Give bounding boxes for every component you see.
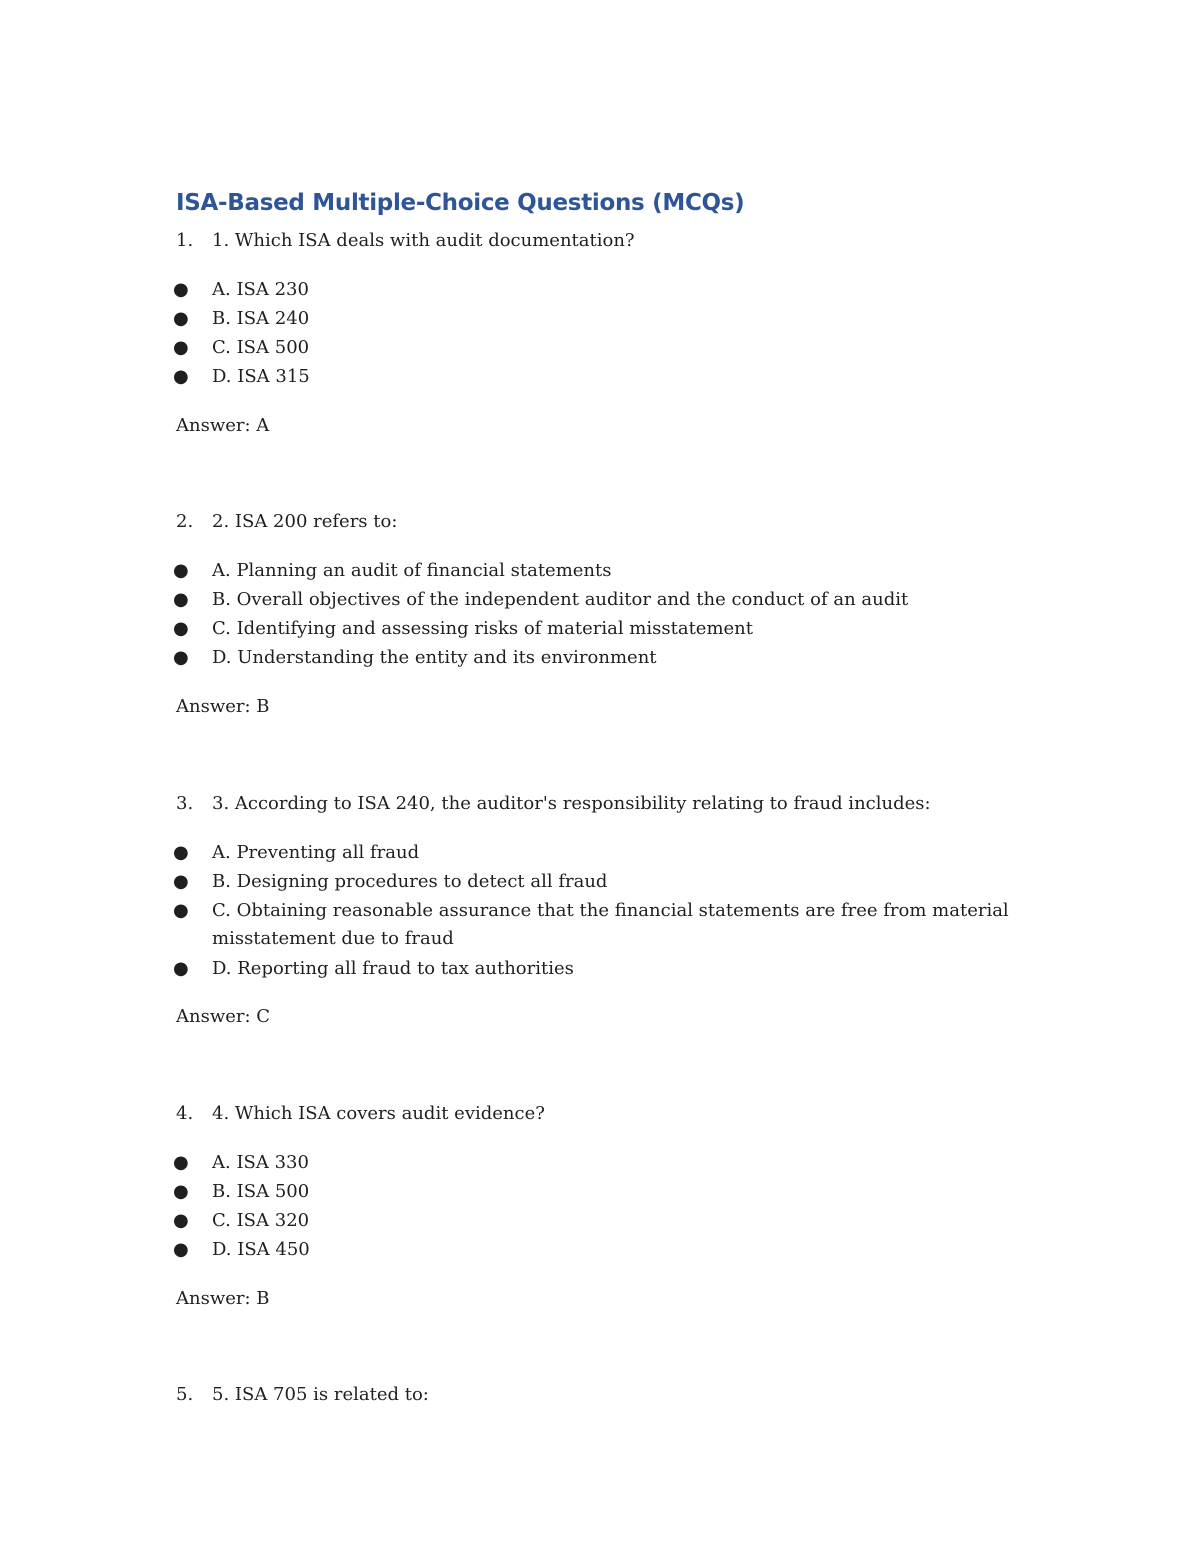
answer-text: Answer: A	[176, 415, 270, 436]
answer-text: Answer: C	[176, 1006, 271, 1027]
bullet-icon: ●	[173, 589, 189, 610]
question-number: 5.	[176, 1384, 194, 1405]
bullet-icon: ●	[173, 871, 189, 892]
option-text: D. Reporting all fraud to tax authorities	[212, 958, 574, 979]
option-text: D. Understanding the entity and its environment	[212, 647, 657, 668]
option-text: B. Designing procedures to detect all fraud	[212, 871, 608, 892]
option-text: B. Overall objectives of the independent auditor and the conduct of an audit	[212, 589, 909, 610]
document-title: ISA-Based Multiple-Choice Questions (MCQs)	[176, 190, 745, 216]
bullet-icon: ●	[173, 560, 189, 581]
question-text: 4. Which ISA covers audit evidence?	[212, 1103, 545, 1124]
option-text: B. ISA 240	[212, 308, 310, 329]
option-text: C. ISA 500	[212, 337, 310, 358]
bullet-icon: ●	[173, 366, 189, 387]
option-text: A. Planning an audit of financial statements	[212, 560, 612, 581]
bullet-icon: ●	[173, 647, 189, 668]
option-text: B. ISA 500	[212, 1181, 310, 1202]
bullet-icon: ●	[173, 842, 189, 863]
option-text: C. ISA 320	[212, 1210, 310, 1231]
question-text: 1. Which ISA deals with audit documentation?	[212, 230, 635, 251]
bullet-icon: ●	[173, 1210, 189, 1231]
option-text: A. Preventing all fraud	[212, 842, 420, 863]
question-number: 2.	[176, 511, 194, 532]
bullet-icon: ●	[173, 1239, 189, 1260]
bullet-icon: ●	[173, 337, 189, 358]
question-number: 1.	[176, 230, 194, 251]
bullet-icon: ●	[173, 308, 189, 329]
option-text: A. ISA 230	[212, 279, 309, 300]
question-text: 2. ISA 200 refers to:	[212, 511, 398, 532]
answer-text: Answer: B	[176, 1288, 270, 1309]
question-number: 4.	[176, 1103, 194, 1124]
option-text: A. ISA 330	[212, 1152, 309, 1173]
option-text: C. Identifying and assessing risks of material misstatement	[212, 618, 754, 639]
question-text: 3. According to ISA 240, the auditor's responsibility relating to fraud includes:	[212, 793, 931, 814]
bullet-icon: ●	[173, 1152, 189, 1173]
bullet-icon: ●	[173, 279, 189, 300]
bullet-icon: ●	[173, 958, 189, 979]
option-text: D. ISA 315	[212, 366, 310, 387]
question-number: 3.	[176, 793, 194, 814]
question-text: 5. ISA 705 is related to:	[212, 1384, 429, 1405]
option-text: C. Obtaining reasonable assurance that the financial statements are free from material misstatement due to fraud	[212, 900, 1009, 949]
bullet-icon: ●	[173, 1181, 189, 1202]
bullet-icon: ●	[173, 900, 189, 921]
answer-text: Answer: B	[176, 696, 270, 717]
bullet-icon: ●	[173, 618, 189, 639]
option-text: D. ISA 450	[212, 1239, 310, 1260]
